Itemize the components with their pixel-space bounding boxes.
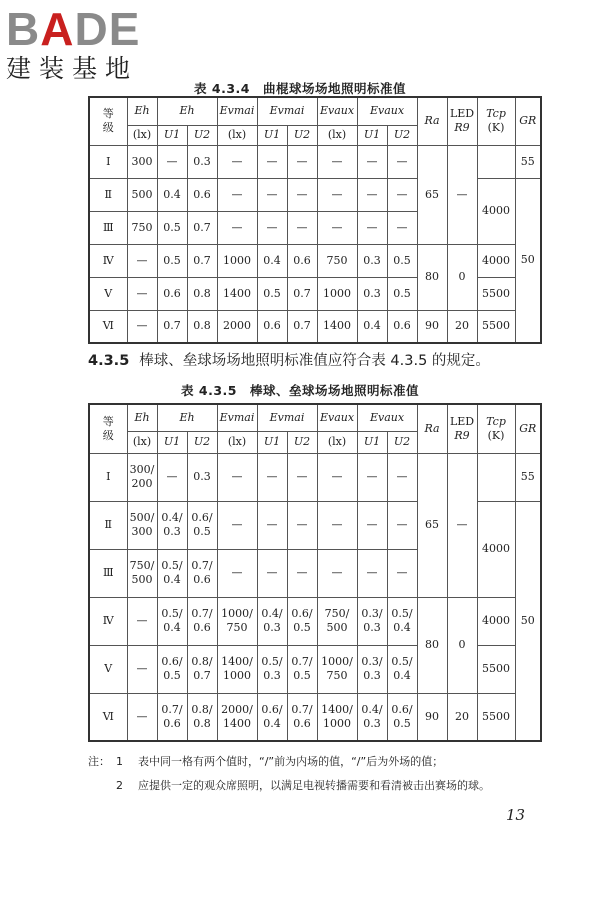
cell-evaux: 1400 — [317, 310, 357, 343]
cell-tcp: 5500 — [477, 693, 515, 741]
cell-grade: Ⅲ — [89, 211, 127, 244]
cell-u2: 0.8/ 0.8 — [187, 693, 217, 741]
cell-evaux-u1: 0.4 — [357, 310, 387, 343]
cell-grade: Ⅵ — [89, 310, 127, 343]
header-evaux-unit: (lx) — [317, 125, 357, 145]
cell-evmai-u2: 0.7/ 0.5 — [287, 645, 317, 693]
cell-gr: 55 — [515, 145, 541, 178]
cell-tcp: 4000 — [477, 178, 515, 244]
cell-grade: Ⅴ — [89, 277, 127, 310]
cell-evmai: — — [217, 178, 257, 211]
cell-evmai: — — [217, 145, 257, 178]
header-evaux: Evaux — [317, 97, 357, 125]
cell-u2: 0.8 — [187, 277, 217, 310]
cell-led: — — [447, 453, 477, 597]
header-led: LED R9 — [447, 97, 477, 145]
cell-eh: — — [127, 645, 157, 693]
cell-u1: 0.5/ 0.4 — [157, 549, 187, 597]
cell-u1: 0.4/ 0.3 — [157, 501, 187, 549]
table-row — [89, 310, 541, 343]
cell-evmai-u2: — — [287, 501, 317, 549]
cell-evaux-u1: — — [357, 178, 387, 211]
note-item: 2 应提供一定的观众席照明，以满足电视转播需要和看清被击出赛场的球。 — [116, 779, 490, 792]
clause-4-3-5 — [88, 349, 490, 370]
table-4-3-4 — [88, 96, 542, 344]
cell-evmai-u2: 0.6/ 0.5 — [287, 597, 317, 645]
cell-u1: 0.4 — [157, 178, 187, 211]
cell-ra: 80 — [417, 244, 447, 310]
cell-tcp: 5500 — [477, 277, 515, 310]
cell-u1: 0.6/ 0.5 — [157, 645, 187, 693]
cell-evaux-u2: — — [387, 453, 417, 501]
cell-evaux-u1: 0.3/ 0.3 — [357, 645, 387, 693]
cell-eh: 300/ 200 — [127, 453, 157, 501]
cell-tcp: 5500 — [477, 645, 515, 693]
cell-evaux-u1: 0.4/ 0.3 — [357, 693, 387, 741]
header-eh-unit: (lx) — [127, 125, 157, 145]
cell-evmai: — — [217, 211, 257, 244]
cell-u2: 0.6/ 0.5 — [187, 501, 217, 549]
cell-evaux-u1: — — [357, 145, 387, 178]
cell-evaux: 1000 — [317, 277, 357, 310]
cell-evaux: 750 — [317, 244, 357, 277]
header-u2: U2 — [187, 431, 217, 453]
cell-evmai-u1: — — [257, 178, 287, 211]
logo-subtitle: 建装基地 — [6, 54, 139, 83]
table-4-3-4-caption: 表 4.3.4 曲棍球场场地照明标准值 — [194, 81, 406, 96]
table-row — [89, 244, 541, 277]
header-tcp: Tcp (K) — [477, 404, 515, 453]
cell-u2: 0.7/ 0.6 — [187, 597, 217, 645]
cell-evmai-u2: — — [287, 549, 317, 597]
cell-u2: 0.8/ 0.7 — [187, 645, 217, 693]
header-ra: Ra — [417, 404, 447, 453]
header-tcp: Tcp (K) — [477, 97, 515, 145]
header-u1: U1 — [157, 125, 187, 145]
cell-ra: 90 — [417, 310, 447, 343]
cell-u2: 0.8 — [187, 310, 217, 343]
cell-gr: 50 — [515, 501, 541, 741]
cell-evmai: 1400 — [217, 277, 257, 310]
table-row — [89, 597, 541, 645]
cell-evaux: — — [317, 549, 357, 597]
cell-tcp — [477, 145, 515, 178]
cell-evaux-u1: 0.3 — [357, 277, 387, 310]
table-row — [89, 145, 541, 178]
cell-u1: 0.5 — [157, 244, 187, 277]
header-evmai-group: Evmai — [257, 404, 317, 431]
header-ra: Ra — [417, 97, 447, 145]
cell-u1: — — [157, 145, 187, 178]
cell-evaux: 1000/ 750 — [317, 645, 357, 693]
cell-evmai-u1: 0.4/ 0.3 — [257, 597, 287, 645]
cell-evaux-u2: 0.6/ 0.5 — [387, 693, 417, 741]
cell-evmai: — — [217, 501, 257, 549]
cell-evaux: — — [317, 501, 357, 549]
cell-evmai-u1: — — [257, 145, 287, 178]
page-number: 13 — [506, 806, 526, 824]
header-u1: U1 — [157, 431, 187, 453]
clause-text: 棒球、垒球场场地照明标准值应符合表 4.3.5 的规定。 — [139, 353, 490, 369]
cell-evaux: — — [317, 211, 357, 244]
cell-grade: Ⅱ — [89, 501, 127, 549]
cell-led: — — [447, 145, 477, 244]
cell-grade: Ⅰ — [89, 145, 127, 178]
cell-evaux-u1: — — [357, 549, 387, 597]
header-u2: U2 — [287, 431, 317, 453]
cell-evmai-u2: — — [287, 178, 317, 211]
cell-u1: 0.6 — [157, 277, 187, 310]
table-row — [89, 453, 541, 501]
cell-tcp: 4000 — [477, 597, 515, 645]
header-u2: U2 — [287, 125, 317, 145]
cell-eh: 750/ 500 — [127, 549, 157, 597]
table-notes — [88, 750, 490, 798]
cell-tcp: 5500 — [477, 310, 515, 343]
header-evmai-unit: (lx) — [217, 125, 257, 145]
header-eh-group: Eh — [157, 97, 217, 125]
cell-eh: — — [127, 693, 157, 741]
cell-gr: 55 — [515, 453, 541, 501]
header-u2: U2 — [387, 125, 417, 145]
cell-evmai: 1000 — [217, 244, 257, 277]
cell-u2: 0.6 — [187, 178, 217, 211]
cell-led: 0 — [447, 244, 477, 310]
cell-tcp — [477, 453, 515, 501]
table-4-3-5 — [88, 403, 542, 742]
cell-evaux-u1: — — [357, 501, 387, 549]
header-u1: U1 — [357, 125, 387, 145]
cell-evmai: 2000 — [217, 310, 257, 343]
cell-evaux-u2: 0.5/ 0.4 — [387, 597, 417, 645]
table-row — [89, 693, 541, 741]
cell-u1: 0.5/ 0.4 — [157, 597, 187, 645]
cell-u2: 0.7 — [187, 211, 217, 244]
cell-evmai-u1: 0.4 — [257, 244, 287, 277]
header-grade: 等 级 — [89, 97, 127, 145]
cell-evaux-u2: 0.6 — [387, 310, 417, 343]
cell-evaux-u2: — — [387, 178, 417, 211]
table-4-3-5-caption: 表 4.3.5 棒球、垒球场场地照明标准值 — [181, 383, 419, 398]
cell-evmai-u1: — — [257, 453, 287, 501]
cell-evmai-u1: 0.5/ 0.3 — [257, 645, 287, 693]
logo-wordmark: BADE — [6, 3, 141, 55]
cell-led: 20 — [447, 310, 477, 343]
cell-grade: Ⅱ — [89, 178, 127, 211]
cell-tcp: 4000 — [477, 501, 515, 597]
header-grade: 等 级 — [89, 404, 127, 453]
header-evaux-unit: (lx) — [317, 431, 357, 453]
cell-evaux: — — [317, 145, 357, 178]
cell-eh: 500 — [127, 178, 157, 211]
cell-ra: 90 — [417, 693, 447, 741]
header-evmai: Evmai — [217, 404, 257, 431]
cell-u2: 0.7/ 0.6 — [187, 549, 217, 597]
cell-evmai-u2: 0.7 — [287, 310, 317, 343]
cell-evmai-u1: — — [257, 211, 287, 244]
cell-evaux-u2: — — [387, 501, 417, 549]
cell-eh: 300 — [127, 145, 157, 178]
cell-evaux: — — [317, 178, 357, 211]
cell-led: 20 — [447, 693, 477, 741]
cell-eh: 750 — [127, 211, 157, 244]
header-evaux-group: Evaux — [357, 404, 417, 431]
cell-grade: Ⅳ — [89, 597, 127, 645]
clause-number: 4.3.5 — [88, 353, 130, 369]
header-evmai-group: Evmai — [257, 97, 317, 125]
cell-grade: Ⅴ — [89, 645, 127, 693]
cell-evaux-u2: 0.5 — [387, 244, 417, 277]
cell-u1: 0.7 — [157, 310, 187, 343]
cell-evaux-u2: 0.5/ 0.4 — [387, 645, 417, 693]
cell-ra: 65 — [417, 145, 447, 244]
header-eh-group: Eh — [157, 404, 217, 431]
cell-evmai-u1: 0.6 — [257, 310, 287, 343]
cell-evmai: 1400/ 1000 — [217, 645, 257, 693]
header-eh: Eh — [127, 97, 157, 125]
cell-eh: 500/ 300 — [127, 501, 157, 549]
cell-evmai: — — [217, 549, 257, 597]
cell-eh: — — [127, 244, 157, 277]
cell-evmai-u2: — — [287, 145, 317, 178]
cell-evmai: — — [217, 453, 257, 501]
cell-evaux-u1: 0.3 — [357, 244, 387, 277]
header-u1: U1 — [357, 431, 387, 453]
cell-gr: 50 — [515, 178, 541, 343]
cell-eh: — — [127, 277, 157, 310]
header-led: LED R9 — [447, 404, 477, 453]
cell-evmai-u2: 0.6 — [287, 244, 317, 277]
header-evmai-unit: (lx) — [217, 431, 257, 453]
cell-led: 0 — [447, 597, 477, 693]
header-gr: GR — [515, 97, 541, 145]
cell-eh: — — [127, 310, 157, 343]
cell-evaux-u2: — — [387, 145, 417, 178]
cell-evmai-u2: 0.7/ 0.6 — [287, 693, 317, 741]
note-item: 注： 1 表中同一格有两个值时，“/”前为内场的值，“/”后为外场的值； — [88, 750, 490, 774]
header-u2: U2 — [187, 125, 217, 145]
cell-evmai-u2: — — [287, 211, 317, 244]
cell-evmai-u2: 0.7 — [287, 277, 317, 310]
header-evaux: Evaux — [317, 404, 357, 431]
cell-evmai-u1: 0.6/ 0.4 — [257, 693, 287, 741]
cell-evaux-u2: — — [387, 549, 417, 597]
cell-ra: 65 — [417, 453, 447, 597]
cell-evaux-u2: 0.5 — [387, 277, 417, 310]
cell-u2: 0.3 — [187, 145, 217, 178]
header-evmai: Evmai — [217, 97, 257, 125]
cell-grade: Ⅳ — [89, 244, 127, 277]
header-u1: U1 — [257, 125, 287, 145]
cell-evaux-u1: 0.3/ 0.3 — [357, 597, 387, 645]
cell-grade: Ⅲ — [89, 549, 127, 597]
cell-evaux-u1: — — [357, 211, 387, 244]
cell-grade: Ⅰ — [89, 453, 127, 501]
header-eh: Eh — [127, 404, 157, 431]
cell-evaux: — — [317, 453, 357, 501]
header-eh-unit: (lx) — [127, 431, 157, 453]
notes-label: 注： — [88, 755, 110, 768]
cell-u2: 0.7 — [187, 244, 217, 277]
cell-tcp: 4000 — [477, 244, 515, 277]
cell-evmai-u2: — — [287, 453, 317, 501]
cell-u1: 0.5 — [157, 211, 187, 244]
cell-u2: 0.3 — [187, 453, 217, 501]
cell-evmai: 1000/ 750 — [217, 597, 257, 645]
header-u1: U1 — [257, 431, 287, 453]
cell-u1: — — [157, 453, 187, 501]
header-u2: U2 — [387, 431, 417, 453]
cell-u1: 0.7/ 0.6 — [157, 693, 187, 741]
cell-evaux-u1: — — [357, 453, 387, 501]
cell-evmai-u1: 0.5 — [257, 277, 287, 310]
cell-evaux: 750/ 500 — [317, 597, 357, 645]
cell-grade: Ⅵ — [89, 693, 127, 741]
header-gr: GR — [515, 404, 541, 453]
cell-ra: 80 — [417, 597, 447, 693]
logo — [6, 3, 176, 84]
cell-eh: — — [127, 597, 157, 645]
cell-evmai: 2000/ 1400 — [217, 693, 257, 741]
cell-evmai-u1: — — [257, 549, 287, 597]
cell-evaux: 1400/ 1000 — [317, 693, 357, 741]
cell-evmai-u1: — — [257, 501, 287, 549]
header-evaux-group: Evaux — [357, 97, 417, 125]
cell-evaux-u2: — — [387, 211, 417, 244]
